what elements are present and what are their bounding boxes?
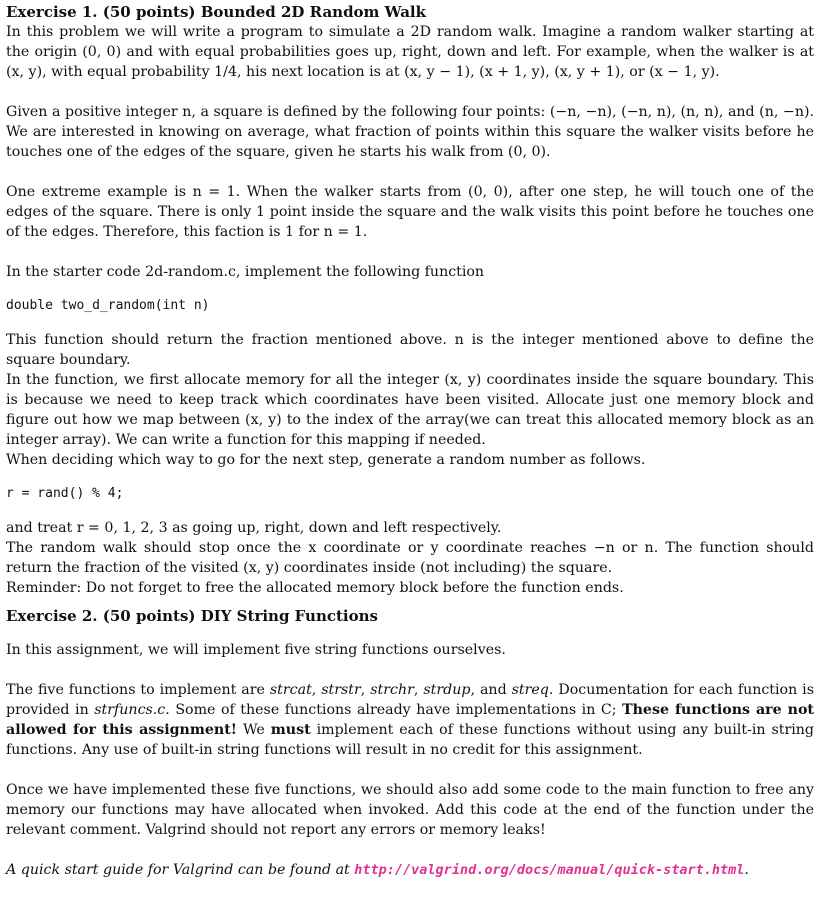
exercise1-heading: Exercise 1. (50 points) Bounded 2D Random Walk bbox=[6, 3, 427, 21]
function-signature-code: double two_d_random(int n) bbox=[6, 298, 210, 313]
file-strfuncs: strfuncs.c bbox=[94, 702, 166, 718]
ex1-stop-paragraph: The random walk should stop once the x coordinate or y coordinate reaches −n or n. The function should return the fraction of the visited (x, y) coordinates inside (not including) the square. bbox=[6, 540, 814, 576]
fn-strchr: strchr bbox=[370, 682, 414, 698]
ex1-allocate-paragraph: In the function, we first allocate memory for all the integer (x, y) coordinates inside the square boundary. This is because we need to keep track which coordinates have been visited. Allocate just one memory block and figure out how we map between (x, y) to the index of the array(we can treat this allocated memory block as an integer array). We can write a function for this mapping if needed. bbox=[6, 372, 814, 448]
ex1-treat-paragraph: and treat r = 0, 1, 2, 3 as going up, right, down and left respectively. bbox=[6, 520, 502, 536]
ex1-square-paragraph: Given a positive integer n, a square is defined by the following four points: (−n, −n), (−n, n), (n, n), and (n, −n). We are interested in knowing on average, what fraction of points within this square the walker visits before he touches one of the edges of the square, given he starts his walk from (0, 0). bbox=[6, 104, 814, 160]
ex1-return-paragraph: This function should return the fraction mentioned above. n is the integer mentioned above to define the square boundary. bbox=[6, 332, 814, 368]
ex1-intro-paragraph: In this problem we will write a program to simulate a 2D random walk. Imagine a random walker starting at the origin (0, 0) and with equal probabilities goes up, right, down and left. For example, when the walker is at (x, y), with equal probability 1/4, his next location is at (x, y − 1), (x + 1, y), (x, y + 1), or (x − 1, y). bbox=[6, 24, 814, 80]
exercise2-heading: Exercise 2. (50 points) DIY String Functions bbox=[6, 607, 378, 625]
valgrind-guide-paragraph: A quick start guide for Valgrind can be found at http://valgrind.org/docs/manual/quick-start.html. bbox=[6, 862, 749, 878]
ex2-functions-paragraph: The five functions to implement are strcat, strstr, strchr, strdup, and streq. Documentation for each function is provided in strfuncs.c. Some of these functions already have implementations in C; These functions are not allowed for this assignment! We must implement each of these functions without using any built-in string functions. Any use of built-in string functions will result in no credit for this assignment. bbox=[6, 682, 814, 758]
valgrind-guide-link[interactable]: http://valgrind.org/docs/manual/quick-start.html bbox=[354, 862, 745, 878]
fn-strdup: strdup bbox=[423, 682, 471, 698]
ex2-memory-paragraph: Once we have implemented these five functions, we should also add some code to the main function to free any memory our functions may have allocated when invoked. Add this code at the end of the function under the relevant comment. Valgrind should not report any errors or memory leaks! bbox=[6, 782, 814, 838]
ex1-example-paragraph: One extreme example is n = 1. When the walker starts from (0, 0), after one step, he will touch one of the edges of the square. There is only 1 point inside the square and the walk visits this point before he touches one of the edges. Therefore, this faction is 1 for n = 1. bbox=[6, 184, 814, 240]
rand-code: r = rand() % 4; bbox=[6, 486, 124, 501]
fn-streq: streq bbox=[511, 682, 549, 698]
ex2-intro-paragraph: In this assignment, we will implement five string functions ourselves. bbox=[6, 642, 506, 658]
not-allowed-warning: These functions are not allowed for this assignment! bbox=[6, 702, 814, 738]
fn-strcat: strcat bbox=[269, 682, 312, 698]
ex1-starter-paragraph: In the starter code 2d-random.c, implement the following function bbox=[6, 264, 485, 280]
ex1-reminder-paragraph: Reminder: Do not forget to free the allocated memory block before the function ends. bbox=[6, 580, 624, 596]
fn-strstr: strstr bbox=[321, 682, 361, 698]
ex1-random-paragraph: When deciding which way to go for the next step, generate a random number as follows. bbox=[6, 452, 646, 468]
